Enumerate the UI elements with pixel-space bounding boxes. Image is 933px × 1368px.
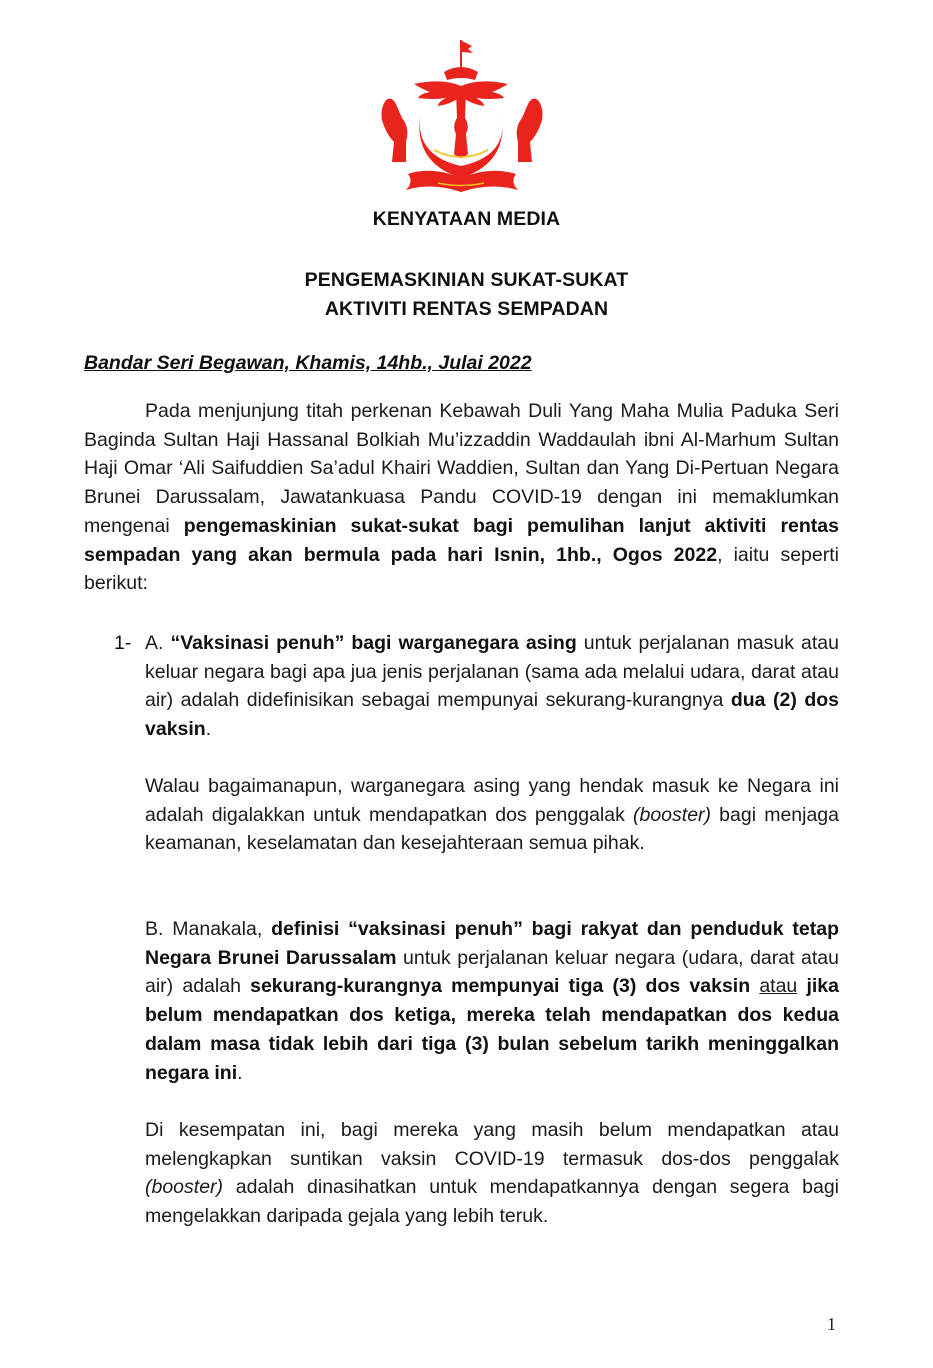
emblem-graphic <box>372 38 552 198</box>
item-1a-booster-paragraph <box>145 772 839 858</box>
item-1b-paragraph <box>145 915 839 1087</box>
item-1a-bold-1: “Vaksinasi penuh” bagi warganegara asing <box>170 632 577 654</box>
item-1b-bold-3: jika belum mendapatkan dos ketiga, mereka telah mendapatkan dos kedua dalam masa tidak lebih dari tiga (3) bulan sebelum tarikh meninggalkan negara ini <box>145 975 839 1084</box>
item-1b-bold-2: sekurang-kurangnya mempunyai tiga (3) dos vaksin <box>250 975 760 998</box>
page-number: 1 <box>827 1314 836 1334</box>
brunei-emblem-logo <box>372 38 552 198</box>
item-1b-text-2: . <box>237 1061 243 1084</box>
title-line-2: AKTIVITI RENTAS SEMPADAN <box>324 298 609 320</box>
advice-italic-1: (booster) <box>145 1176 224 1199</box>
item-1a-label: A. <box>145 632 171 654</box>
walau-italic-1: (booster) <box>633 803 712 826</box>
dateline: Bandar Seri Begawan, Khamis, 14hb., Julai 2022 <box>84 352 532 374</box>
advice-text-1: Di kesempatan ini, bagi mereka yang masih belum mendapatkan atau melengkapkan suntikan vaksin COVID-19 termasuk dos-dos penggalak <box>145 1119 839 1170</box>
item-1a-text-1: untuk perjalanan masuk atau keluar negara bagi apa jua jenis perjalanan (sama ada melalui udara, darat atau air) adalah didefinisikan sebagai mempunyai sekurang-kurangnya <box>145 632 839 712</box>
item-1b-label: B. Manakala, <box>145 918 272 940</box>
document-title <box>0 266 933 324</box>
intro-text-1: Pada menjunjung titah perkenan Kebawah Duli Yang Maha Mulia Paduka Seri Baginda Sultan Haji Hassanal Bolkiah Mu’izzaddin Waddaulah ibni Al-Marhum Sultan Haji Omar ‘Ali Saifuddien Sa’adul Khairi Waddien, Sultan dan Yang Di-Pertuan Negara Brunei Darussalam, Jawatankuasa Pandu COVID-19 dengan ini memaklumkan mengenai <box>84 400 839 537</box>
advice-text-2: adalah dinasihatkan untuk mendapatkannya dengan segera bagi mengelakkan daripada gejala yang lebih teruk. <box>145 1176 839 1228</box>
intro-bold-1: pengemaskinian sukat-sukat bagi pemulihan lanjut aktiviti rentas sempadan yang akan bermula pada hari Isnin, 1hb., Ogos 2022 <box>84 514 839 566</box>
walau-text-1: Walau bagaimanapun, warganegara asing yang hendak masuk ke Negara ini adalah digalakkan untuk mendapatkan dos penggalak <box>145 775 839 826</box>
item-1a-paragraph <box>145 629 839 744</box>
item-1a-text-2: . <box>205 718 212 741</box>
advice-paragraph <box>145 1116 839 1231</box>
walau-text-2: bagi menjaga keamanan, keselamatan dan kesejahteraan semua pihak. <box>145 803 839 855</box>
item-1b-text-1: untuk perjalanan keluar negara (udara, darat atau air) adalah <box>145 946 839 998</box>
item-1a-bold-2: dua (2) dos vaksin <box>145 689 839 741</box>
title-line-1: PENGEMASKINIAN SUKAT-SUKAT <box>304 269 629 291</box>
item-number: 1- <box>114 632 132 654</box>
intro-text-2: , iaitu seperti berikut: <box>84 543 839 595</box>
item-1b-underline: atau <box>759 975 798 998</box>
item-1b-bold-1: definisi “vaksinasi penuh” bagi rakyat dan penduduk tetap Negara Brunei Darussalam <box>145 918 839 969</box>
intro-paragraph <box>84 397 839 598</box>
document-type-heading: KENYATAAN MEDIA <box>372 208 561 230</box>
